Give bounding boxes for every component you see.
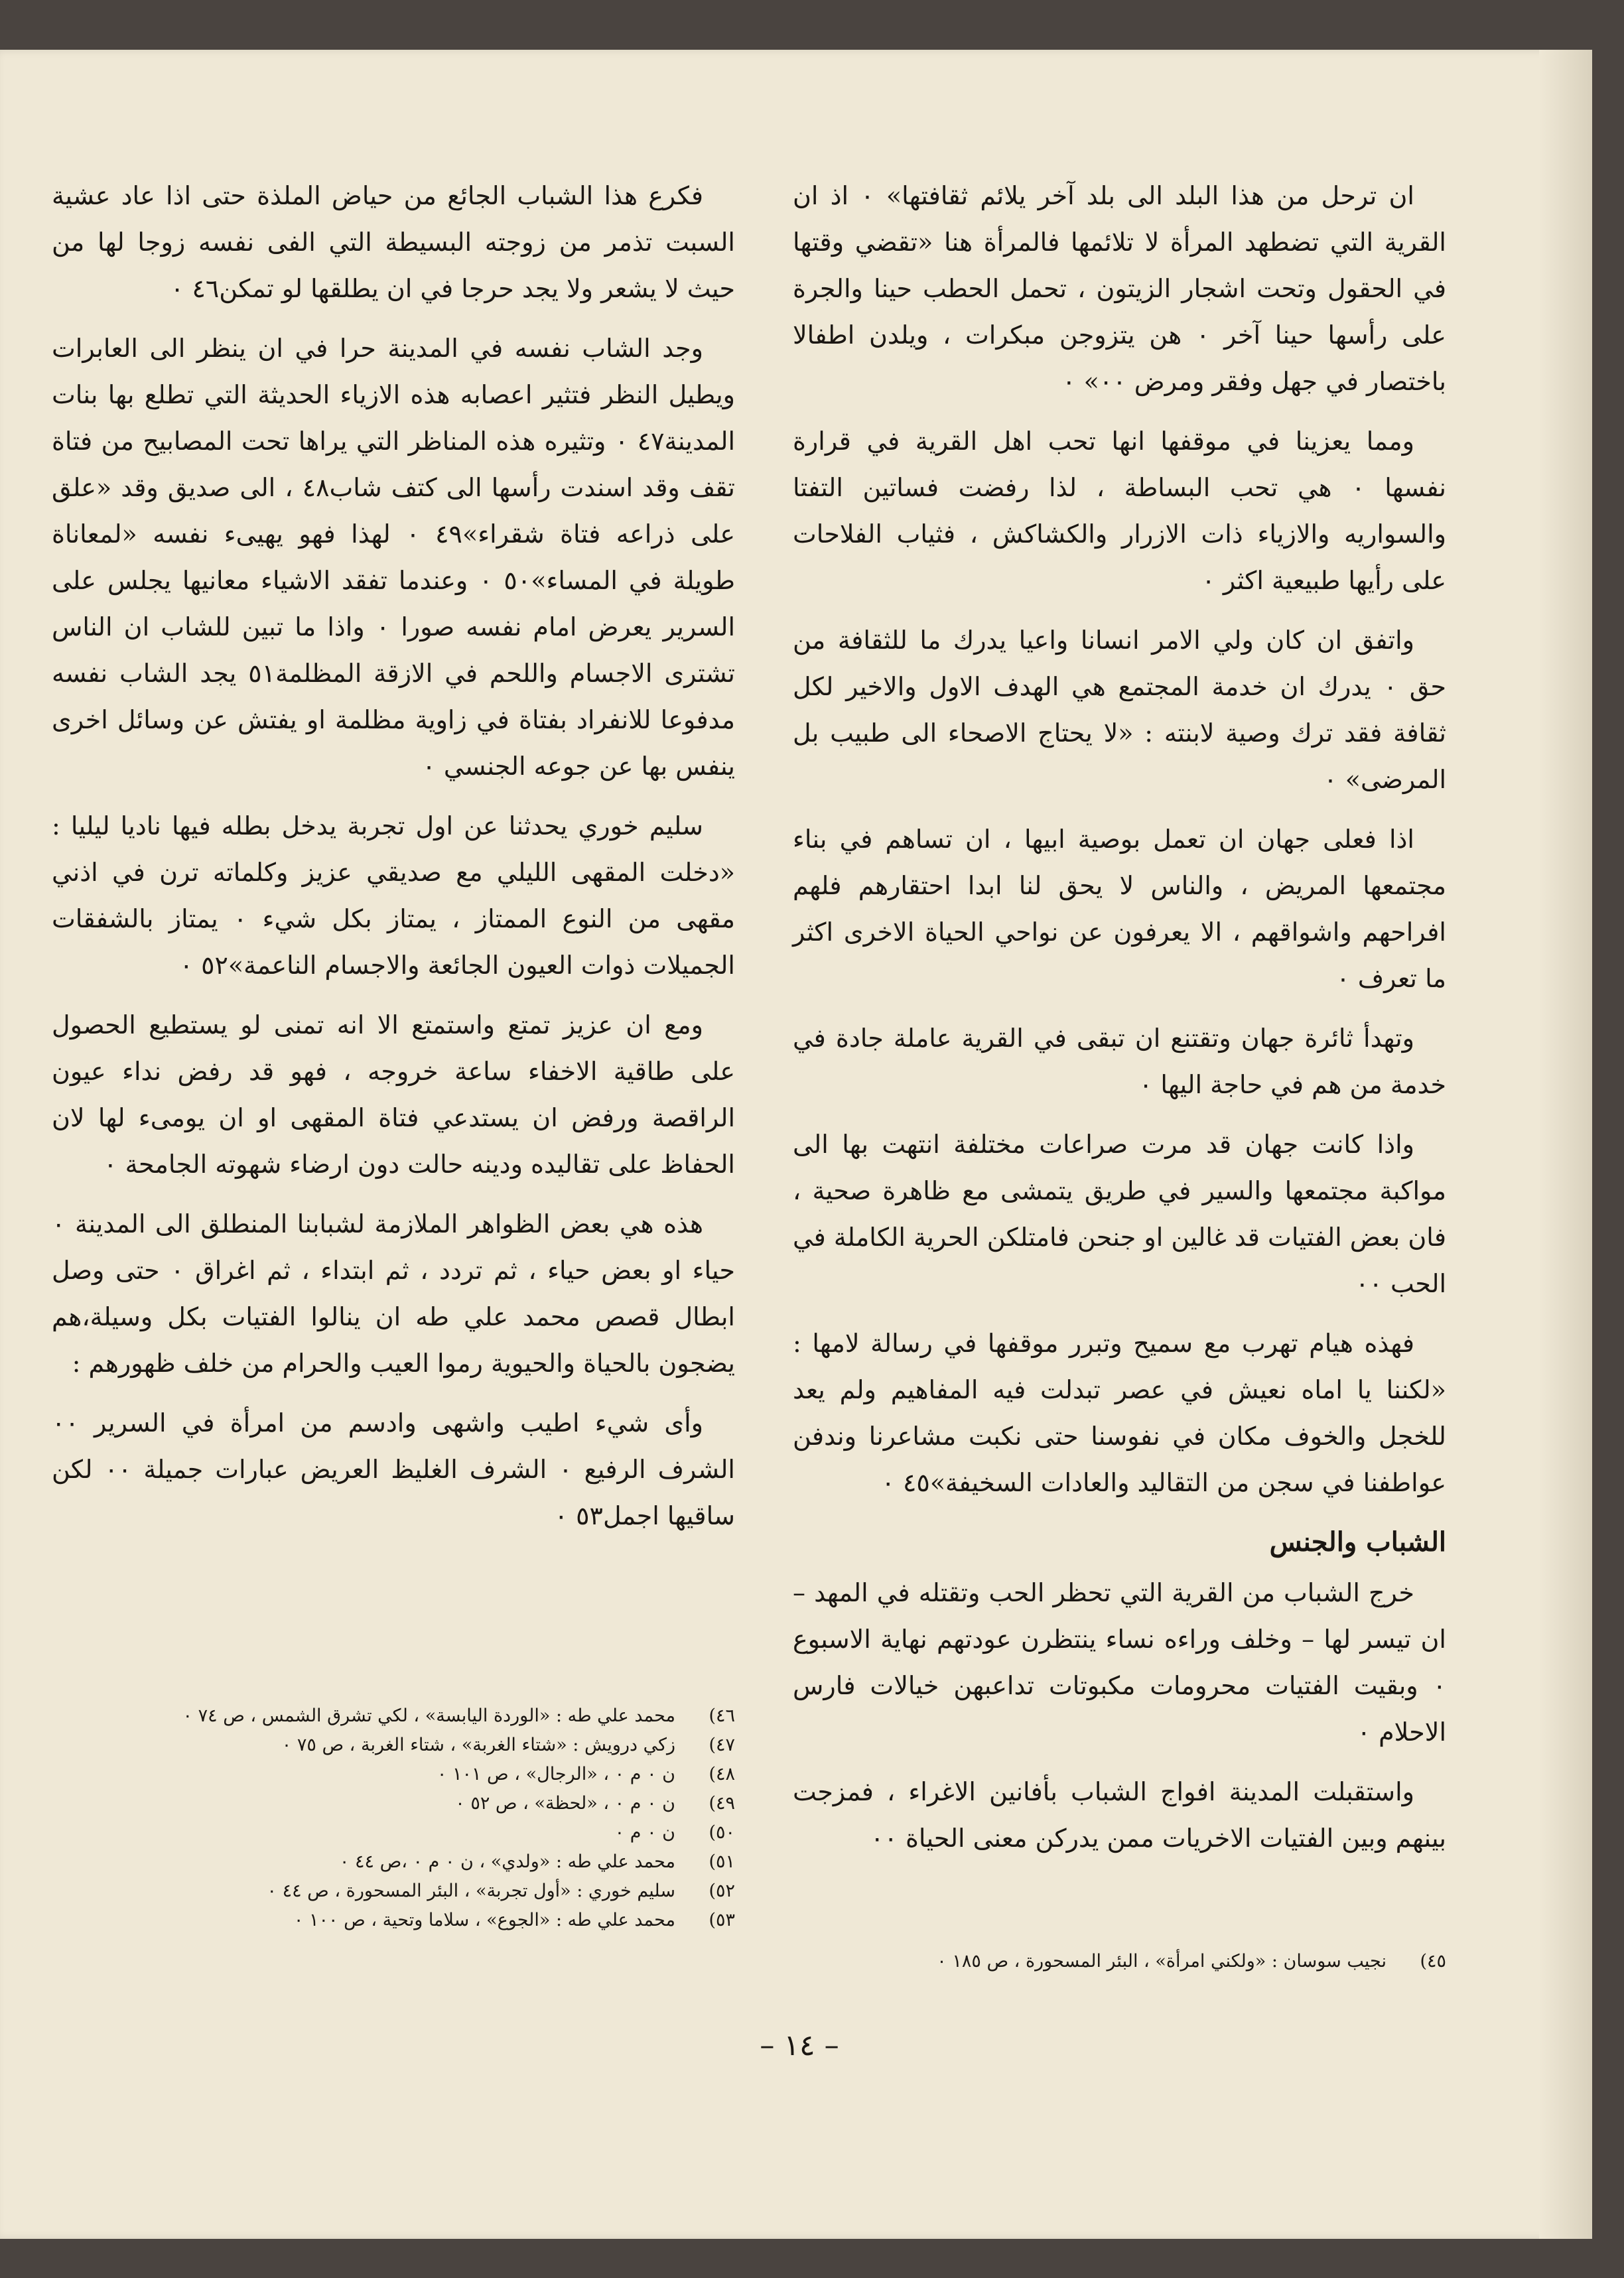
paragraph: واذا كانت جهان قد مرت صراعات مختلفة انتهت بها الى مواكبة مجتمعها والسير في طريق يتمشى مع ظاهرة صحية ، فان بعض الفتيات قد غالين او جنحن فامتلكن الحرية الكاملة في الحب ٠٠ (793, 1130, 1446, 1298)
footnote-number: ٤٩) (709, 1793, 735, 1814)
footnote-text: ن ٠ م ٠ ، «الرجال» ، ص ١٠١ ٠ (437, 1764, 675, 1784)
footnote-number: ٥٣) (709, 1910, 735, 1930)
footnote (793, 1947, 1446, 1976)
paragraph: فهذه هيام تهرب مع سميح وتبرر موقفها في رسالة لامها : «لكننا يا اماه نعيش في عصر تبدلت فيه المفاهيم ولم يعد للخجل والخوف مكان في نفوسنا حتى نكبت مشاعرنا وندفن عواطفنا في سجن من التقاليد والعادات السخيفة»٤٥ ٠ (793, 1329, 1446, 1497)
footnote-number: ٥٢) (709, 1881, 735, 1901)
footnote (52, 1702, 735, 1731)
paragraph: فكرع هذا الشباب الجائع من حياض الملذة حتى اذا عاد عشية السبت تذمر من زوجته البسيطة التي الفى نفسه زوجا لها من حيث لا يشعر ولا يجد حرجا في ان يطلقها لو تمكن٤٦ ٠ (52, 181, 735, 303)
right-column (793, 172, 1446, 1875)
footnote (52, 1789, 735, 1818)
footnote-text: محمد علي طه : «ولدي» ، ن ٠ م ٠ ،ص ٤٤ ٠ (339, 1851, 675, 1872)
page-number: – ١٤ – (760, 2029, 839, 2062)
paragraph: واستقبلت المدينة افواج الشباب بأفانين الاغراء ، فمزجت بينهم وبين الفتيات الاخريات ممن يدركن معنى الحياة ٠٠ (793, 1777, 1446, 1853)
footnote-number: ٤٧) (709, 1735, 735, 1755)
paragraph: اذا فعلى جهان ان تعمل بوصية ابيها ، ان تساهم في بناء مجتمعها المريض ، والناس لا يحق لنا ابدا احتقارهم فلهم افراحهم واشواقهم ، الا يعرفون عن نواحي الحياة الاخرى اكثر ما تعرف ٠ (793, 825, 1446, 993)
footnote (52, 1818, 735, 1847)
footnote (52, 1906, 735, 1935)
paragraph: سليم خوري يحدثنا عن اول تجربة يدخل بطله فيها ناديا ليليا : «دخلت المقهى الليلي مع صديقي عزيز وكلماته ترن في اذني مقهى من النوع الممتاز ، يمتاز بكل شيء ٠ يمتاز بالشفقات الجميلات ذوات العيون الجائعة والاجسام الناعمة»٥٢ ٠ (52, 811, 736, 980)
paragraph: خرج الشباب من القرية التي تحظر الحب وتقتله في المهد – ان تيسر لها – وخلف وراءه نساء ينتظرن عودتهم نهاية الاسبوع ٠ وبقيت الفتيات محرومات مكبوتات تداعبهن خيالات فارس الاحلام ٠ (793, 1578, 1446, 1747)
paragraph: وأى شيء اطيب واشهى وادسم من امرأة في السرير ٠٠ الشرف الرفيع ٠ الشرف الغليظ العريض عبارات جميلة ٠٠ لكن ساقيها اجمل٥٣ ٠ (52, 1408, 735, 1530)
footnote-text: زكي درويش : «شتاء الغربة» ، شتاء الغربة ، ص ٧٥ ٠ (281, 1735, 675, 1755)
footnote-text: سليم خوري : «أول تجربة» ، البئر المسحورة ، ص ٤٤ ٠ (267, 1881, 675, 1901)
section-heading: الشباب والجنس (1269, 1526, 1446, 1558)
footnote-text: محمد علي طه : «الوردة اليابسة» ، لكي تشرق الشمس ، ص ٧٤ ٠ (182, 1706, 675, 1726)
paragraph: ان ترحل من هذا البلد الى بلد آخر يلائم ثقافتها» ٠ اذ ان القرية التي تضطهد المرأة لا تلائمها فالمرأة هنا «تقضي وقتها في الحقول وتحت اشجار الزيتون ، تحمل الحطب حينا والجرة على رأسها حينا آخر ٠ هن يتزوجن مبكرات ، ويلدن اطفالا باختصار في جهل وفقر ومرض ٠٠» ٠ (793, 181, 1446, 396)
paragraph: واتفق ان كان ولي الامر انسانا واعيا يدرك ما للثقافة من حق ٠ يدرك ان خدمة المجتمع هي الهدف الاول والاخير لكل ثقافة فقد ترك وصية لابنته : «لا يحتاج الاصحاء الى طبيب بل المرضى» ٠ (793, 626, 1446, 794)
footnote (52, 1760, 735, 1789)
left-column (52, 172, 735, 1552)
footnote-text: ن ٠ م ٠ (614, 1822, 675, 1843)
footnote (52, 1877, 735, 1906)
paragraph: هذه هي بعض الظواهر الملازمة لشبابنا المنطلق الى المدينة ٠ حياء او بعض حياء ، ثم تردد ، ثم ابتداء ، ثم اغراق ٠ حتى وصل ابطال قصص محمد علي طه ان ينالوا الفتيات بكل وسيلة،هم يضجون بالحياة والحيوية رموا العيب والحرام من خلف ظهورهم : (52, 1209, 735, 1378)
footnote-number: ٤٥) (1420, 1951, 1446, 1972)
paragraph: ومع ان عزيز تمتع واستمتع الا انه تمنى لو يستطيع الحصول على طاقية الاخفاء ساعة خروجه ، فهو قد رفض نداء عيون الراقصة ورفض ان يستدعي فتاة المقهى او ان يومىء لها لان الحفاظ على تقاليده ودينه حالت دون ارضاء شهوته الجامحة ٠ (52, 1010, 735, 1179)
footnote-number: ٥٠) (709, 1822, 735, 1843)
footnote (52, 1731, 735, 1760)
footnote (52, 1847, 735, 1877)
footnote-number: ٥١) (709, 1851, 735, 1872)
footnotes-left (52, 1702, 735, 1935)
paragraph: وجد الشاب نفسه في المدينة حرا في ان ينظر الى العابرات ويطيل النظر فتثير اعصابه هذه الازياء الحديثة التي تطلع بها بنات المدينة٤٧ ٠ وتثيره هذه المناظر التي يراها تحت المصابيح من فتاة تقف وقد اسندت رأسها الى كتف شاب٤٨ ، الى صديق وقد «علق على ذراعه فتاة شقراء»٤٩ ٠ لهذا فهو يهيىء نفسه «لمعاناة طويلة في المساء»٥٠ ٠ وعندما تفقد الاشياء معانيها يجلس على السرير يعرض امام نفسه صورا ٠ واذا ما تبين للشاب ان الناس تشترى الاجسام واللحم في الازقة المظلمة٥١ يجد الشاب نفسه مدفوعا للانفراد بفتاة في زاوية مظلمة او يفتش عن وسائل اخرى ينفس بها عن جوعه الجنسي ٠ (52, 334, 736, 781)
footnote-number: ٤٨) (709, 1764, 735, 1784)
footnote-text: ن ٠ م ٠ ، «لحظة» ، ص ٥٢ ٠ (455, 1793, 675, 1814)
footnote-number: ٤٦) (709, 1706, 735, 1726)
page-edge (1539, 50, 1592, 2239)
paragraph: ومما يعزينا في موقفها انها تحب اهل القرية في قرارة نفسها ٠ هي تحب البساطة ، لذا رفضت فساتين التفتا والسواريه والازياء ذات الازرار والكشاكش ، فثياب الفلاحات على رأيها طبيعية اكثر ٠ (793, 427, 1446, 595)
paragraph: وتهدأ ثائرة جهان وتقتنع ان تبقى في القرية عاملة جادة في خدمة من هم في حاجة اليها ٠ (793, 1024, 1446, 1099)
footnotes-right (793, 1947, 1446, 1976)
footnote-text: محمد علي طه : «الجوع» ، سلاما وتحية ، ص ١٠٠ ٠ (293, 1910, 675, 1930)
footnote-text: نجيب سوسان : «ولكني امرأة» ، البئر المسحورة ، ص ١٨٥ ٠ (937, 1951, 1387, 1972)
